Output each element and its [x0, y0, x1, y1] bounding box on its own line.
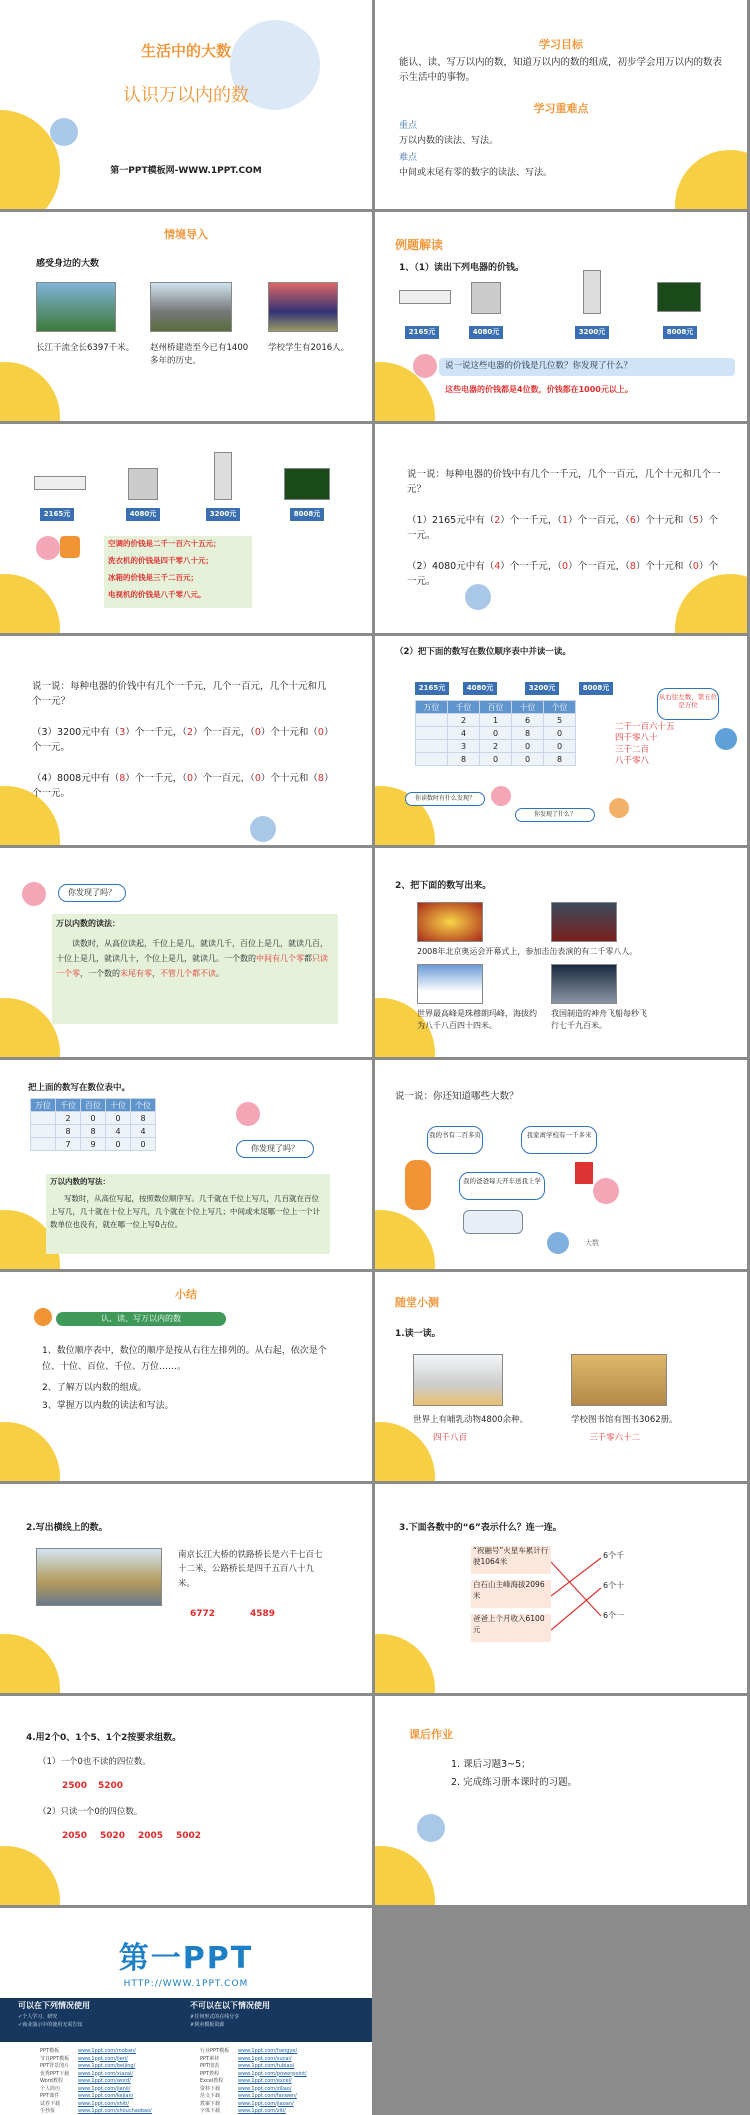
resource-link[interactable]: PPT背景图片 www.1ppt.com/beijing/ — [40, 2063, 136, 2069]
label: 大数 — [585, 1239, 599, 1247]
price-tag-3: 3200元 — [575, 326, 609, 339]
match-lines — [551, 1544, 611, 1654]
speech-bubble: 你发现了吗？ — [58, 884, 126, 902]
yellow-circle — [0, 1634, 60, 1693]
slide-subtitle: 认识万以内的数 — [123, 85, 249, 106]
slide-title: 情境导入 — [164, 228, 208, 241]
site-label: 第一PPT模板网-WWW.1PPT.COM — [110, 166, 262, 176]
slide-11 — [0, 1060, 372, 1269]
difficulty-label: 难点 — [399, 153, 418, 163]
resource-link[interactable]: PPT素材 www.1ppt.com/sucai/ — [200, 2055, 292, 2062]
girl-icon — [236, 1102, 260, 1126]
resource-link[interactable]: 范文下载 www.1ppt.com/fanwen/ — [200, 2093, 297, 2099]
caption-3: 学校学生有2016人。 — [268, 343, 350, 353]
slide-8 — [375, 636, 747, 845]
slide-2 — [375, 0, 747, 209]
target-3: 6个一 — [603, 1611, 625, 1620]
cat-icon — [715, 728, 737, 750]
reading-2: 洗衣机的价钱是四千零八十元； — [108, 556, 213, 565]
resource-link[interactable]: Excel教程 www.1ppt.com/excel/ — [200, 2078, 292, 2084]
hint-bubble: 从右往左数，第五位是万位 — [657, 688, 719, 720]
goal-heading: 学习目标 — [539, 38, 583, 51]
allowed-list: ✓个人学习、研究 ✓商业演示中的使用无需告知 — [18, 2014, 83, 2028]
washer-image — [128, 468, 158, 500]
price-tag-4: 8008元 — [663, 326, 697, 339]
river-photo — [36, 282, 116, 332]
caption-3: 我国制造的神舟飞船每秒飞行七千九百米。 — [551, 1009, 647, 1031]
students-photo — [268, 282, 338, 332]
question: 3.下面各数中的“6”表示什么？连一连。 — [399, 1523, 562, 1533]
difficulty-text: 中间或末尾有零的数字的读法、写法。 — [399, 168, 553, 178]
price-tag-2: 4080元 — [463, 682, 497, 695]
price-tag-1: 2165元 — [415, 682, 449, 695]
question-bubble-2: 你发现了什么？ — [515, 808, 595, 822]
spacecraft-photo — [551, 964, 617, 1004]
child-icon — [405, 1160, 431, 1210]
resource-link[interactable]: 资料下载 www.1ppt.com/ziliao/ — [200, 2085, 292, 2092]
brand-logo: 第一PPT — [118, 1941, 254, 1976]
price-tag-4: 8008元 — [579, 682, 613, 695]
resource-link[interactable]: 行业PPT模板 www.1ppt.com/hangye/ — [200, 2048, 298, 2054]
yellow-circle — [0, 362, 60, 421]
place-value-table — [415, 700, 576, 766]
homework-1: 1. 课后习题3~5； — [451, 1759, 531, 1770]
slide-7 — [0, 636, 372, 845]
slide-title: 生活中的大数 — [140, 42, 231, 60]
blue-circle — [50, 118, 78, 146]
question: （2）把下面的数写在数位顺序表中并读一读。 — [395, 647, 571, 657]
empty-cell — [375, 1908, 750, 2115]
price-tag-3: 3200元 — [525, 682, 559, 695]
yellow-circle — [0, 1846, 60, 1905]
summary-point-3: 3、掌握万以内数的读法和写法。 — [42, 1401, 174, 1411]
target-2: 6个十 — [603, 1581, 625, 1590]
table-row: 7 9 0 0 — [31, 1138, 156, 1151]
fridge-image — [214, 452, 232, 500]
reading-3: 冰箱的价钱是三千二百元； — [108, 573, 198, 582]
slide-12 — [375, 1060, 747, 1269]
slide-4 — [375, 212, 747, 421]
answer-text: 这些电器的价钱都是4位数，价钱都在1000元以上。 — [445, 385, 633, 394]
resource-link[interactable]: PPT模板 www.1ppt.com/moban/ — [40, 2048, 136, 2054]
question: 说一说：你还知道哪些大数？ — [395, 1091, 519, 1102]
car-icon — [463, 1210, 523, 1234]
everest-photo — [417, 964, 483, 1004]
yellow-circle — [0, 574, 60, 633]
part-1: （1）一个0也不读的四位数。 — [38, 1757, 151, 1767]
resource-link[interactable]: 试卷下载 www.1ppt.com/shiti/ — [40, 2100, 130, 2107]
slide-18 — [375, 1696, 747, 1905]
summary-banner: 认、读、写万以内的数 — [56, 1312, 226, 1326]
resource-link[interactable]: 手抄报 www.1ppt.com/shouchaobao/ — [40, 2108, 152, 2114]
answer-2d: 5002 — [176, 1831, 202, 1841]
reading-1: 空调的价钱是二千一百六十五元； — [108, 539, 221, 548]
question: 2、把下面的数写出来。 — [395, 881, 492, 891]
blue-circle — [417, 1814, 445, 1842]
table-row: 8 8 4 4 — [31, 1125, 156, 1138]
rule-heading: 万以内数的读法： — [56, 919, 120, 928]
target-1: 6个千 — [603, 1551, 625, 1560]
table-row: 2 1 6 5 — [416, 714, 576, 727]
kids-icon — [547, 1232, 569, 1254]
slide-1 — [0, 0, 372, 209]
girl-icon — [36, 536, 60, 560]
allowed-heading: 可以在下列情况使用 — [18, 2001, 90, 2010]
lead-text: 感受身边的大数 — [36, 259, 100, 269]
yellow-circle — [375, 1846, 435, 1905]
answer-1: 6772 — [190, 1609, 216, 1619]
forbidden-heading: 不可以在以下情况使用 — [190, 2001, 270, 2010]
answer-2a: 2050 — [62, 1831, 88, 1841]
drummers-photo — [551, 902, 617, 942]
caption-2: 世界最高峰是珠穆朗玛峰，海拔约为八千八百四十四米。 — [417, 1009, 537, 1031]
header-shi: 十位 — [512, 701, 544, 714]
tv-image — [284, 468, 330, 500]
resource-link[interactable]: 优秀PPT下载 www.1ppt.com/xiazai/ — [40, 2070, 134, 2077]
question: 1.读一读。 — [395, 1329, 441, 1339]
washer-image — [471, 282, 501, 314]
caption-2: 赵州桥建造至今已有1400多年的历史。 — [150, 343, 249, 367]
answer-1: （1）2165元中有（2）个一千元，（1）个一百元，（6）个十元和（5）个一元。 — [407, 515, 718, 541]
megaphone-icon — [60, 536, 80, 558]
bridge-photo — [150, 282, 232, 332]
speech-bubble-3: 我的爸爸每天开车送我上学 — [459, 1172, 545, 1200]
key-label: 重点 — [399, 121, 418, 131]
girl-icon — [413, 354, 437, 378]
slide-5 — [0, 424, 372, 633]
slide-title: 小结 — [175, 1288, 197, 1301]
bridge-photo — [36, 1548, 162, 1606]
price-tag-2: 4080元 — [126, 508, 160, 521]
resource-link[interactable]: 教案下载 www.1ppt.com/jiaoan/ — [200, 2100, 294, 2107]
slide-3 — [0, 212, 372, 421]
match-line-3 — [551, 1588, 601, 1630]
resource-link[interactable]: PPT课件 www.1ppt.com/kejian/ — [40, 2093, 134, 2099]
book-icon — [575, 1162, 593, 1184]
slide-10 — [375, 848, 747, 1057]
question: 4.用2个0、1个5、1个2按要求组数。 — [26, 1733, 182, 1743]
kid-icon — [34, 1308, 52, 1326]
slide-6 — [375, 424, 747, 633]
answer-2: 三千零六十二 — [589, 1433, 641, 1443]
question: 把上面的数写在数位表中。 — [28, 1083, 131, 1093]
question: 说一说：每种电器的价钱中有几个一千元，几个一百元，几个十元和几个一元？ — [32, 681, 327, 707]
match-line-2 — [551, 1558, 601, 1596]
speech-bubble-2: 我家离学校有一千多米 — [521, 1126, 597, 1154]
table-row: 3 2 0 0 — [416, 740, 576, 753]
answer-4: （4）8008元中有（8）个一千元，（0）个一百元，（0）个十元和（8）个一元。 — [32, 773, 329, 799]
question: 2.写出横线上的数。 — [26, 1523, 108, 1533]
resource-link[interactable]: 个人简历 www.1ppt.com/jianli/ — [40, 2085, 131, 2092]
speech-bubble: 你发现了吗？ — [236, 1140, 314, 1158]
bubble-text: 说一说这些电器的价钱是几位数？你发现了什么？ — [445, 361, 633, 371]
answer-1a: 2500 — [62, 1781, 88, 1791]
girl-icon — [22, 882, 46, 906]
place-value-table: 万位 千位 百位 十位 个位 2 0 0 8 8 8 4 4 7 9 0 0 — [30, 1098, 156, 1151]
slide-19 — [0, 1908, 372, 2115]
slide-13 — [0, 1272, 372, 1481]
reading-list: 二千一百六十五 四千零八十 三千二百 八千零八 — [615, 722, 675, 767]
resource-link[interactable]: 节日PPT模板 www.1ppt.com/jieri/ — [40, 2055, 128, 2062]
homework-2: 2. 完成练习册本课时的习题。 — [451, 1777, 578, 1788]
slide-15 — [0, 1484, 372, 1693]
item-1: “祝融号”火星车累计行驶1064米 — [473, 1546, 549, 1566]
answer-2: 4589 — [250, 1609, 276, 1619]
header-bai: 百位 — [480, 701, 512, 714]
goal-text: 能认、读、写万以内的数，知道万以内的数的组成，初步学会用万以内的数表示生活中的事物。 — [399, 57, 723, 83]
answer-3: （3）3200元中有（3）个一千元，（2）个一百元，（0）个十元和（0）个一元。 — [32, 727, 329, 753]
header-ge: 个位 — [544, 701, 576, 714]
tv-image — [657, 282, 701, 312]
slide-title: 课后作业 — [409, 1728, 453, 1741]
question: 说一说：每种电器的价钱中有几个一千元，几个一百元，几个十元和几个一元？ — [407, 469, 721, 495]
header-qian: 千位 — [448, 701, 480, 714]
price-tag-4: 8008元 — [290, 508, 324, 521]
rule-heading: 万以内数的写法： — [50, 1177, 110, 1186]
resource-link[interactable]: PPT图表 www.1ppt.com/tubiao/ — [200, 2063, 295, 2069]
yellow-circle — [375, 1634, 435, 1693]
rule-text: 写数时，从高位写起，按照数位顺序写。几千就在千位上写几，几百就在百位上写几，几十就在十位上写几，几个就在个位上写几；中间或末尾哪一位上一个计数单位也没有，就在哪一位上写0占位。 — [50, 1194, 320, 1230]
key-heading: 学习重难点 — [533, 102, 589, 115]
part-2: （2）只读一个0的四位数。 — [38, 1807, 143, 1817]
item-2: 白石山主峰海拔2096米 — [473, 1580, 545, 1600]
speech-bubble-1: 我的书有二百多页 — [427, 1126, 483, 1154]
yellow-circle — [375, 1422, 435, 1481]
animals-photo — [413, 1354, 503, 1406]
answer-1b: 5200 — [98, 1781, 124, 1791]
caption-2: 学校图书馆有图书3062册。 — [571, 1415, 678, 1425]
brand-url: HTTP://WWW.1PPT.COM — [123, 1979, 249, 1989]
boy-icon — [609, 798, 629, 818]
rule-text: 读数时，从高位读起，千位上是几，就读几千，百位上是几，就读几百，十位上是几，就读几十，个位上是几，就读几。一个数的中间有几个零都只读一个零，一个数的末尾有零，不管几个都不读。 — [56, 939, 328, 979]
answer-2: （2）4080元中有（4）个一千元，（0）个一百元，（8）个十元和（0）个一元。 — [407, 561, 718, 587]
air-conditioner-image — [399, 290, 451, 304]
table-row: 4 0 8 0 — [416, 727, 576, 740]
slide-9 — [0, 848, 372, 1057]
price-tag-2: 4080元 — [469, 326, 503, 339]
caption-1: 长江干流全长6397千米。 — [36, 343, 135, 353]
answer-2c: 2005 — [138, 1831, 164, 1841]
price-tag-1: 2165元 — [405, 326, 439, 339]
yellow-circle — [0, 998, 60, 1057]
air-conditioner-image — [34, 476, 86, 490]
blue-circle — [250, 816, 276, 842]
reading-4: 电视机的价钱是八千零八元。 — [108, 590, 206, 599]
caption-1: 世界上有哺乳动物4800余种。 — [413, 1415, 529, 1425]
price-tag-3: 3200元 — [206, 508, 240, 521]
summary-point-1: 1、数位顺序表中，数位的顺序是按从右往左排列的。从右起，依次是个位、十位、百位、千位、万位……。 — [42, 1346, 327, 1372]
question: 1、（1）读出下列电器的价钱。 — [399, 263, 525, 273]
girl-icon — [593, 1178, 619, 1204]
caption-1: 2008年北京奥运会开幕式上，参加击缶表演的有二千零八人。 — [417, 947, 638, 956]
item-3: 爸爸上个月收入6100元 — [473, 1614, 545, 1634]
summary-point-2: 2、了解万以内数的组成。 — [42, 1383, 147, 1393]
answer-1: 四千八百 — [433, 1433, 468, 1443]
resource-link[interactable]: 字体下载 www.1ppt.com/ziti/ — [200, 2108, 286, 2114]
slide-17 — [0, 1696, 372, 1905]
match-line-1 — [551, 1562, 601, 1616]
olympics-photo — [417, 902, 483, 942]
resource-link[interactable]: Word教程 www.1ppt.com/word/ — [40, 2078, 131, 2084]
girl-icon — [491, 786, 511, 806]
key-text: 万以内数的读法、写法。 — [399, 136, 499, 146]
table-row: 8 0 0 8 — [416, 753, 576, 766]
price-tag-1: 2165元 — [40, 508, 74, 521]
slide-title: 随堂小测 — [395, 1296, 439, 1309]
resource-link[interactable]: PPT教程 www.1ppt.com/powerpoint/ — [200, 2070, 307, 2077]
yellow-circle — [675, 150, 747, 209]
table-row: 2 0 0 8 — [31, 1112, 156, 1125]
slide-14 — [375, 1272, 747, 1481]
yellow-circle — [375, 1210, 435, 1269]
fridge-image — [583, 270, 601, 314]
library-photo — [571, 1354, 667, 1406]
bridge-text: 南京长江大桥的铁路桥长是六千七百七十二米，公路桥长是四千五百八十九米。 — [178, 1550, 323, 1589]
forbidden-list: ✗任何形式的在线分享 ✗倒卖模板资源 — [190, 2014, 240, 2028]
resource-links — [40, 2048, 360, 2115]
question-bubble-1: 你读数时有什么发现？ — [405, 792, 485, 806]
slide-title: 例题解读 — [395, 238, 444, 252]
yellow-circle — [0, 1422, 60, 1481]
answer-2b: 5020 — [100, 1831, 126, 1841]
slide-16 — [375, 1484, 747, 1693]
header-wan: 万位 — [416, 701, 448, 714]
